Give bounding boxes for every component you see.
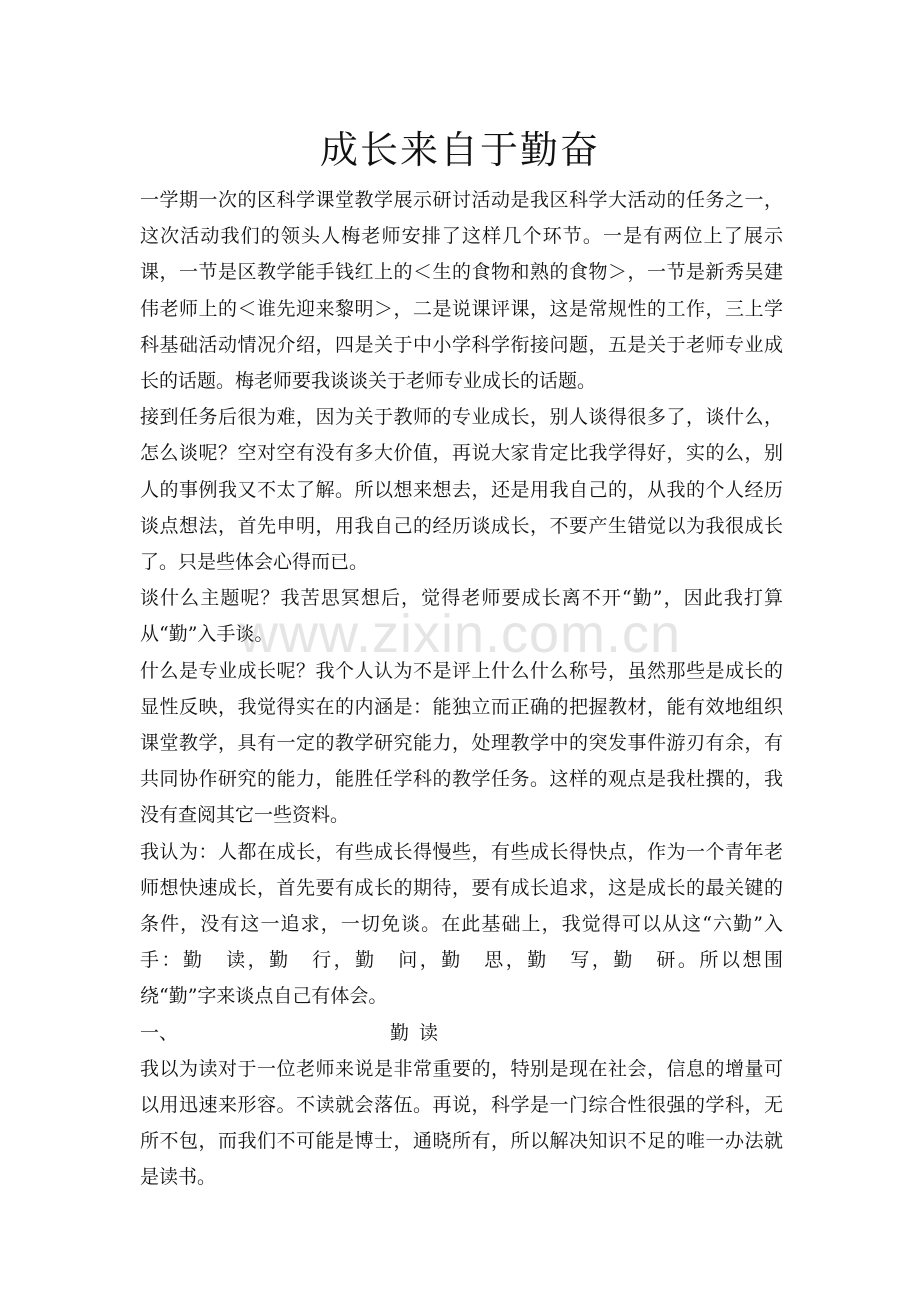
paragraph-six-diligences: 我认为：人都在成长，有些成长得慢些，有些成长得快点，作为一个青年老师想快速成长，首先要有成长的期待，要有成长追求，这是成长的最关键的条件，没有这一追求，一切免谈。在此基础上，我觉得可以从这“六勤”入手：勤 读，勤 行，勤 问，勤 思，勤 写，勤 研。所以想围绕“勤”字来谈点自己有体会。 bbox=[140, 840, 783, 1008]
section-one-heading bbox=[140, 1015, 783, 1051]
paragraph-theme: 谈什么主题呢？我苦思冥想后，觉得老师要成长离不开“勤”，因此我打算从“勤”入手谈。 bbox=[140, 587, 783, 646]
paragraph-definition: 什么是专业成长呢？我个人认为不是评上什么什么称号，虽然那些是成长的显性反映，我觉得实在的内涵是：能独立而正确的把握教材，能有效地组织课堂教学，具有一定的教学研究能力，处理教学中的突发事件游刃有余，有共同协作研究的能力，能胜任学科的教学任务。这样的观点是我杜撰的，我没有查阅其它一些资料。 bbox=[140, 659, 783, 827]
document-body bbox=[140, 182, 783, 1196]
document-title: 成长来自于勤奋 bbox=[319, 128, 600, 172]
paragraph-task: 接到任务后很为难，因为关于教师的专业成长，别人谈得很多了，谈什么，怎么谈呢？空对空有没有多大价值，再说大家肯定比我学得好，实的么，别人的事例我又不太了解。所以想来想去，还是用我自己的，从我的个人经历谈点想法，首先申明，用我自己的经历谈成长，不要产生错觉以为我很成长了。只是些体会心得而已。 bbox=[140, 406, 783, 574]
paragraph-intro: 一学期一次的区科学课堂教学展示研讨活动是我区科学大活动的任务之一，这次活动我们的领头人梅老师安排了这样几个环节。一是有两位上了展示课，一节是区教学能手钱红上的＜生的食物和熟的食物＞，一节是新秀吴建伟老师上的＜谁先迎来黎明＞，二是说课评课，这是常规性的工作，三上学科基础活动情况介绍，四是关于中小学科学衔接问题，五是关于老师专业成长的话题。梅老师要我谈谈关于老师专业成长的话题。 bbox=[140, 189, 783, 393]
section-number: 一、 bbox=[140, 1021, 179, 1044]
watermark: www.zixin.com.cn bbox=[238, 604, 682, 664]
paragraph-reading: 我以为读对于一位老师来说是非常重要的，特别是现在社会，信息的增量可以用迅速来形容。不读就会落伍。再说，科学是一门综合性很强的学科，无所不包，而我们不可能是博士，通晓所有，所以解决知识不足的唯一办法就是读书。 bbox=[140, 1057, 783, 1189]
section-title: 勤读 bbox=[390, 1021, 449, 1044]
